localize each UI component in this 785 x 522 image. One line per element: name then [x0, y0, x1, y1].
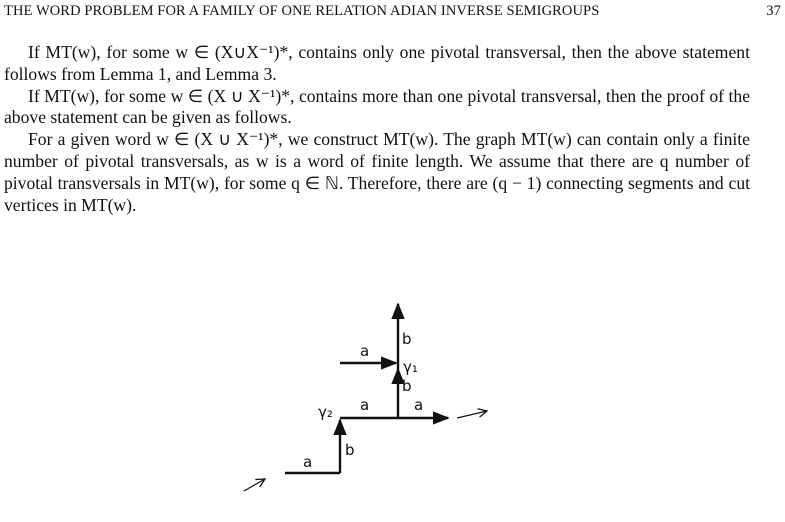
paragraph-1: If MT(w), for some w ∈ (X∪X⁻¹)*, contains only one pivotal transversal, then the above statement follows from Lemma 1, and Lemma 3. — [4, 42, 750, 84]
label-b-top: b — [402, 330, 412, 348]
page-number: 37 — [766, 3, 781, 19]
label-gamma1: γ₁ — [403, 358, 418, 376]
incoming-arrow — [244, 479, 265, 491]
label-a-mid-right: a — [414, 396, 424, 414]
label-gamma2: γ₂ — [318, 403, 333, 421]
label-a-mid-left: a — [360, 396, 370, 414]
label-a-bottom: a — [303, 453, 313, 471]
running-title: THE WORD PROBLEM FOR A FAMILY OF ONE RELATION ADIAN INVERSE SEMIGROUPS — [4, 3, 600, 19]
paragraph-2: If MT(w), for some w ∈ (X ∪ X⁻¹)*, contains more than one pivotal transversal, then the proof of the above statement can be given as follows. — [4, 85, 750, 128]
paragraph-3: For a given word w ∈ (X ∪ X⁻¹)*, we construct MT(w). The graph MT(w) can contain only a finite number of pivotal transversals, as w is a word of finite length. We assume that there are q number of pivotal transversals in MT(w), for some q ∈ ℕ. Therefore, there are (q − 1) connecting segments and cut vertices in MT(w). — [4, 129, 750, 215]
label-a-upper: a — [360, 342, 370, 360]
label-b-mid: b — [402, 377, 412, 395]
label-b-lower: b — [345, 441, 355, 459]
outgoing-arrow — [457, 411, 487, 418]
